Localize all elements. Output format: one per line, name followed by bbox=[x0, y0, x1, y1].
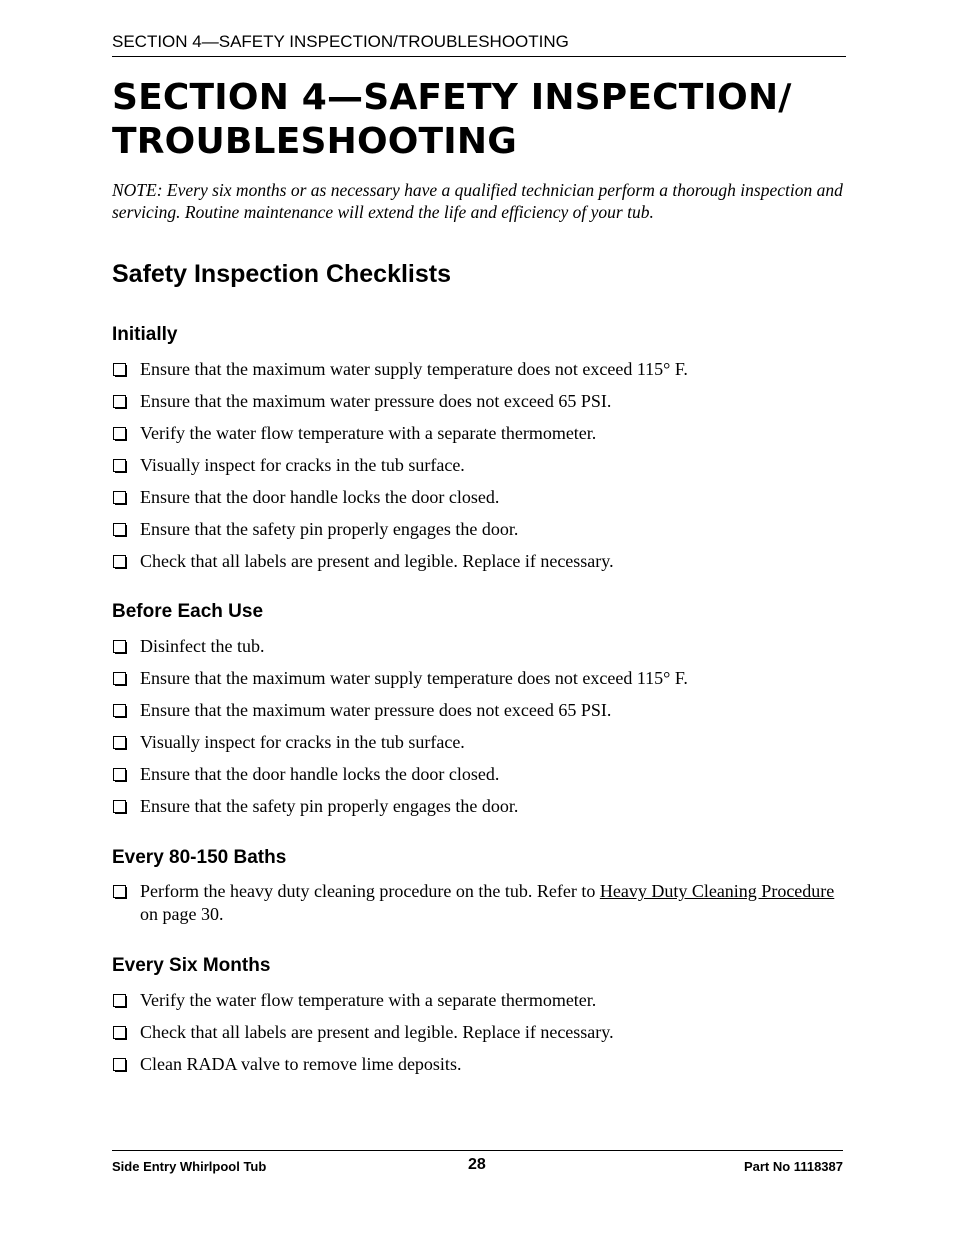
checklist-item-text: Disinfect the tub. bbox=[140, 636, 265, 656]
checkbox-icon bbox=[113, 1058, 126, 1071]
checklist-item bbox=[112, 795, 852, 827]
checklist-item bbox=[112, 486, 852, 518]
section-heading: Safety Inspection Checklists bbox=[112, 260, 452, 288]
checklist-item-text: Verify the water flow temperature with a separate thermometer. bbox=[140, 990, 597, 1010]
footer-page-number: 28 bbox=[468, 1156, 486, 1173]
checklist-item bbox=[112, 358, 852, 390]
checklist-item-text: Ensure that the maximum water pressure does not exceed 65 PSI. bbox=[140, 391, 612, 411]
checkbox-icon bbox=[113, 768, 126, 781]
page-footer bbox=[112, 1150, 843, 1176]
before-each-use-checklist bbox=[112, 635, 852, 827]
checkbox-icon bbox=[113, 363, 126, 376]
page-title-line-1: SECTION 4—SAFETY INSPECTION/ bbox=[112, 77, 792, 118]
checklist-item bbox=[112, 699, 852, 731]
checklist-item-text: Ensure that the door handle locks the door closed. bbox=[140, 487, 500, 507]
checklist-item bbox=[112, 390, 852, 422]
checklist-item bbox=[112, 667, 852, 699]
checklist-item bbox=[112, 1021, 852, 1053]
footer-product-name: Side Entry Whirlpool Tub bbox=[112, 1159, 267, 1174]
checklist-item-text: Check that all labels are present and legible. Replace if necessary. bbox=[140, 1022, 614, 1042]
checklist-item-text: Ensure that the safety pin properly engages the door. bbox=[140, 519, 519, 539]
checkbox-icon bbox=[113, 523, 126, 536]
checklist-item bbox=[112, 635, 852, 667]
maintenance-note: NOTE: Every six months or as necessary have a qualified technician perform a thorough inspection and servicing. Routine maintenance will extend the life and efficiency of your tub. bbox=[112, 180, 843, 222]
footer-part-number: Part No 1118387 bbox=[743, 1159, 843, 1174]
checklist-item-text: Visually inspect for cracks in the tub surface. bbox=[140, 732, 465, 752]
checklist-item bbox=[112, 550, 852, 582]
checkbox-icon bbox=[113, 800, 126, 813]
every-80-150-baths-heading: Every 80-150 Baths bbox=[112, 847, 287, 868]
before-each-use-heading: Before Each Use bbox=[112, 601, 264, 622]
checklist-item-text: Ensure that the safety pin properly engages the door. bbox=[140, 796, 519, 816]
checklist-item bbox=[112, 518, 852, 550]
checklist-item-page-ref: on page 30. bbox=[140, 904, 224, 924]
checklist-item-text: Ensure that the maximum water supply temperature does not exceed 115° F. bbox=[140, 668, 688, 688]
initially-heading: Initially bbox=[112, 324, 178, 345]
every-six-months-checklist bbox=[112, 989, 852, 1085]
running-header: SECTION 4—SAFETY INSPECTION/TROUBLESHOOTING bbox=[112, 32, 846, 57]
checklist-item bbox=[112, 763, 852, 795]
checklist-item-text: Check that all labels are present and legible. Replace if necessary. bbox=[140, 551, 614, 571]
page-title-line-2: TROUBLESHOOTING bbox=[112, 121, 517, 162]
checklist-item bbox=[112, 731, 852, 763]
page-title bbox=[112, 76, 852, 164]
checklist-item-text: Clean RADA valve to remove lime deposits. bbox=[140, 1054, 462, 1074]
every-80-150-baths-checklist bbox=[112, 880, 852, 926]
checkbox-icon bbox=[113, 395, 126, 408]
checkbox-icon bbox=[113, 459, 126, 472]
checkbox-icon bbox=[113, 704, 126, 717]
heavy-duty-cleaning-link[interactable]: Heavy Duty Cleaning Procedure bbox=[599, 881, 835, 901]
checkbox-icon bbox=[113, 736, 126, 749]
checkbox-icon bbox=[113, 1026, 126, 1039]
checklist-item-text: Visually inspect for cracks in the tub surface. bbox=[140, 455, 465, 475]
checkbox-icon bbox=[113, 427, 126, 440]
checklist-item-text: Perform the heavy duty cleaning procedure on the tub. Refer to bbox=[140, 881, 600, 901]
checklist-item-text: Verify the water flow temperature with a separate thermometer. bbox=[140, 423, 597, 443]
checklist-item-text: Ensure that the door handle locks the door closed. bbox=[140, 764, 500, 784]
checklist-item bbox=[112, 422, 852, 454]
checkbox-icon bbox=[113, 994, 126, 1007]
checkbox-icon bbox=[113, 640, 126, 653]
checklist-item-text: Ensure that the maximum water supply temperature does not exceed 115° F. bbox=[140, 359, 688, 379]
checkbox-icon bbox=[113, 555, 126, 568]
every-six-months-heading: Every Six Months bbox=[112, 955, 271, 976]
checklist-item bbox=[112, 880, 852, 926]
checklist-item-text: Ensure that the maximum water pressure does not exceed 65 PSI. bbox=[140, 700, 612, 720]
checklist-item bbox=[112, 454, 852, 486]
initially-checklist bbox=[112, 358, 852, 582]
checklist-item bbox=[112, 1053, 852, 1085]
checkbox-icon bbox=[113, 491, 126, 504]
checklist-item bbox=[112, 989, 852, 1021]
checkbox-icon bbox=[113, 885, 126, 898]
checkbox-icon bbox=[113, 672, 126, 685]
